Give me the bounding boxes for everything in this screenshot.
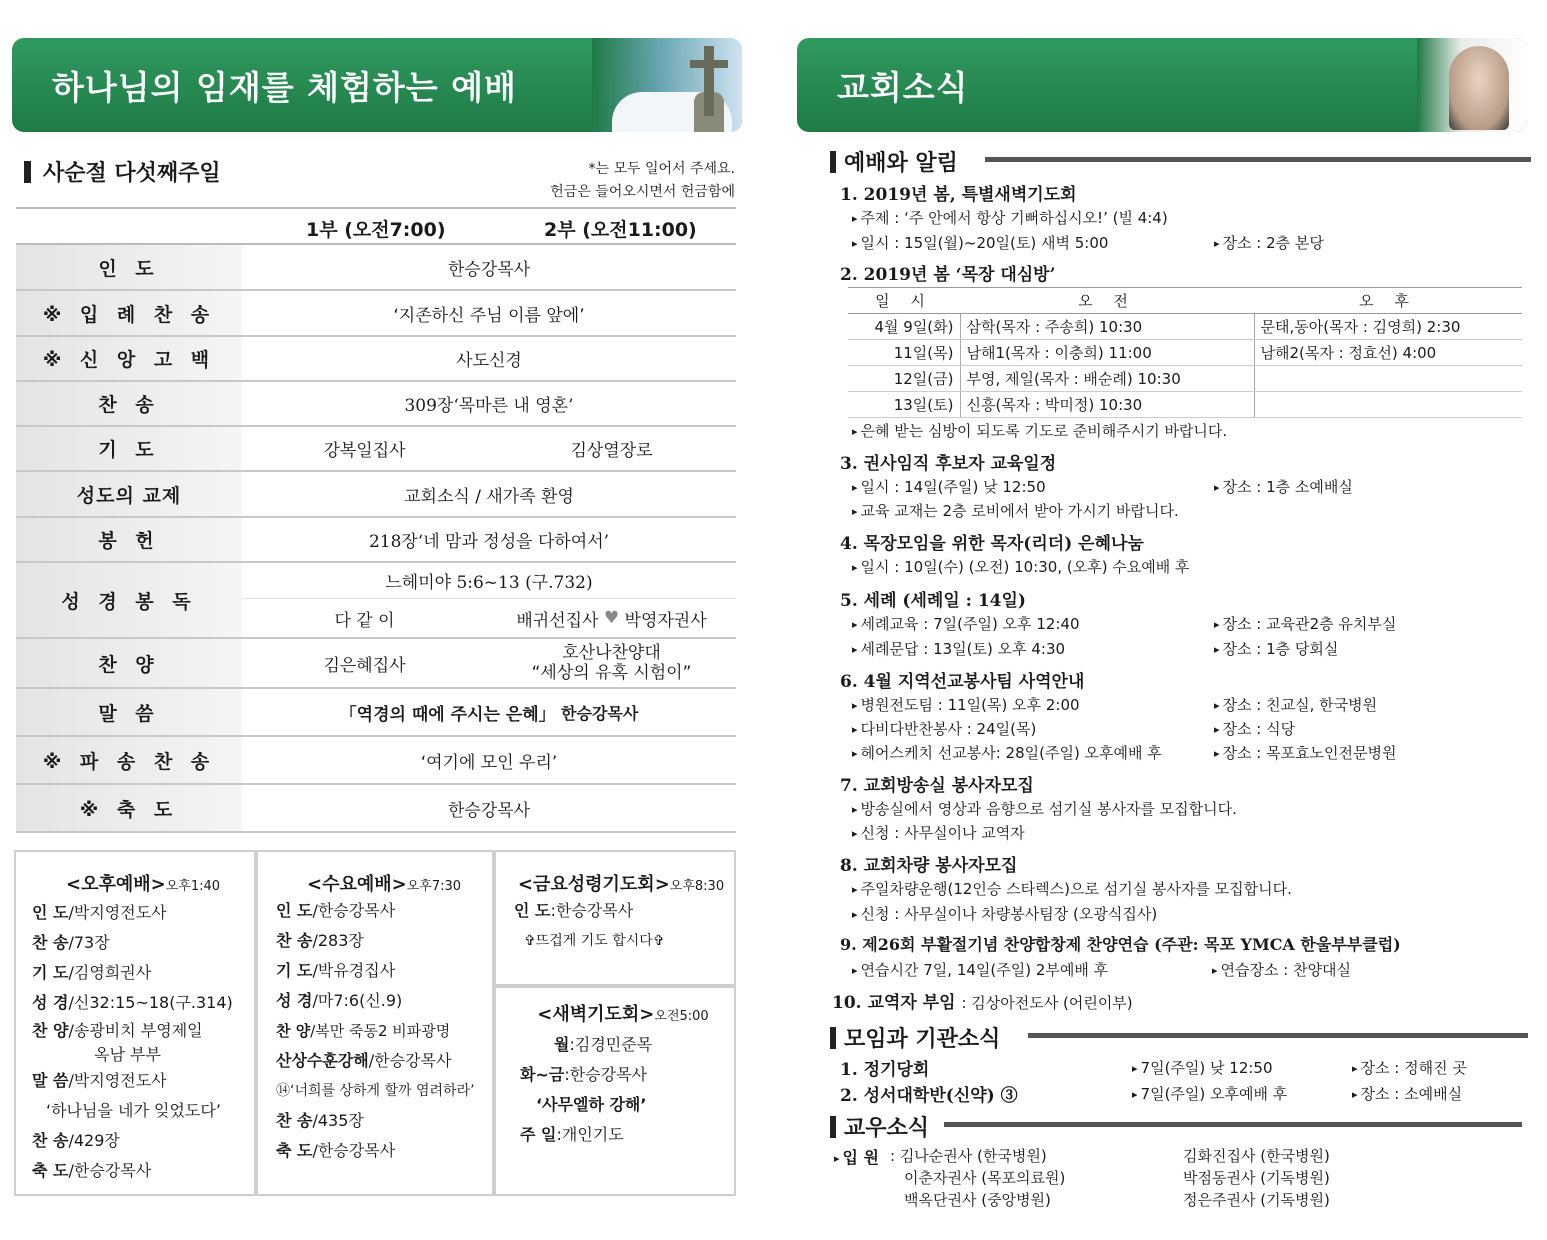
sermon-series: ‘사무엘하 강해’: [536, 1095, 647, 1114]
notice-detail: ▸ 교육 교재는 2층 로비에서 받아 가시기 바랍니다.: [852, 500, 1179, 521]
notice-detail: ▸ 연습장소 : 찬양대실: [1212, 959, 1351, 980]
friday-prayer-box: [494, 850, 736, 986]
row-label: 봉 헌: [16, 518, 242, 561]
section-rule: [944, 1122, 1522, 1127]
row-value: ‘여기에 모인 우리’: [420, 752, 558, 773]
order-row: [16, 518, 736, 563]
table-cell: 남해1(목자 : 이충희) 11:00: [960, 340, 1254, 366]
sermon-title: ⑭‘너희를 상하게 할까 염려하라’: [276, 1083, 475, 1099]
list-item: 축 도/한승강목사: [32, 1161, 152, 1180]
table-row: [848, 288, 1522, 314]
order-row: [16, 382, 736, 427]
afternoon-title: <오후예배>오후1:40: [65, 874, 221, 895]
member-entry: 백옥단권사 (중앙병원): [904, 1191, 1051, 1209]
notice-detail: ▸ 신청 : 사무실이나 차량봉사팀장 (오광식집사): [852, 903, 1157, 924]
row-value: 309장‘목마른 내 영혼’: [404, 396, 574, 416]
cross-arm: [690, 60, 728, 68]
right-banner: [797, 38, 1527, 132]
notice-heading: 6. 4월 지역선교봉사팀 사역안내: [840, 672, 1085, 692]
table-cell: 4월 9일(화): [848, 314, 960, 340]
wednesday-service-box: [256, 850, 494, 1196]
member-entry: : 김나순권사 (한국병원): [890, 1147, 1047, 1165]
notice-detail: ▸ 일시 : 15일(월)~20일(토) 새벽 5:00: [852, 232, 1108, 253]
row-value-second: 호산나찬양대 “세상의 유혹 시험이”: [531, 643, 692, 683]
list-item: 찬 양/송광비치 부영제일: [32, 1021, 203, 1040]
list-item: 월:김경민준목: [554, 1035, 653, 1054]
table-cell: 12일(금): [848, 366, 960, 392]
notice-detail: ▸ 병원전도팀 : 11일(목) 오후 2:00: [852, 694, 1080, 715]
visitation-table: [848, 287, 1522, 418]
list-item: 화~금:한승강목사: [520, 1065, 647, 1084]
section-worship-notices: 예배와 알림: [830, 146, 958, 177]
row-label: 기 도: [16, 427, 242, 470]
table-cell: 문태,동아(목자 : 김영희) 2:30: [1254, 314, 1522, 340]
list-item: 찬 송/435장: [276, 1111, 364, 1130]
row-label: ※ 축 도: [16, 785, 242, 831]
news-title: 교회소식: [837, 68, 969, 107]
list-item: 옥남 부부: [94, 1045, 161, 1064]
stand-note: *는 모두 일어서 주세요.: [588, 161, 735, 177]
row-value: 한승강목사: [447, 800, 531, 821]
section-member-news: 교우소식: [830, 1111, 929, 1142]
row-value: 사도신경: [456, 351, 522, 371]
meeting-heading: 1. 정기당회: [840, 1060, 930, 1080]
list-item: 찬 송/429장: [32, 1131, 120, 1150]
notice-detail: ▸ 연습시간 7일, 14일(주일) 2부예배 후: [852, 959, 1108, 980]
list-item: 성 경/신32:15~18(구.314): [32, 993, 233, 1012]
meeting-heading: 2. 성서대학반(신약) ③: [840, 1086, 1018, 1106]
order-row: [16, 737, 736, 785]
meeting-detail: ▸ 장소 : 정해진 곳: [1352, 1057, 1467, 1078]
row-label: ※ 신 앙 고 백: [16, 337, 242, 380]
row-value: 「역경의 때에 주시는 은혜」 한승강목사: [339, 703, 639, 725]
service-header: [16, 207, 736, 245]
notice-heading: 3. 권사임직 후보자 교육일정: [840, 454, 1057, 474]
praying-hands-icon: [1449, 46, 1509, 130]
dawn-prayer-box: [494, 986, 736, 1196]
scripture-reference: 느헤미야 5:6~13 (구.732): [242, 563, 736, 599]
list-item: 인 도/한승강목사: [276, 901, 396, 920]
list-item: 성 경/마7:6(신.9): [276, 991, 403, 1010]
afternoon-service-box: [14, 850, 256, 1196]
list-item: 산상수훈강해/한승강목사: [276, 1051, 452, 1070]
order-row: [16, 245, 736, 291]
sunday-title: 사순절 다섯째주일: [24, 156, 221, 187]
row-value-second: 배귀선집사 ♥ 박영자권사: [516, 608, 707, 631]
notice-detail: ▸ 세례문답 : 13일(토) 오후 4:30: [852, 638, 1065, 659]
table-row: [848, 340, 1522, 366]
notice-heading: 8. 교회차량 봉사자모집: [840, 856, 1018, 876]
table-row: [848, 314, 1522, 340]
notice-detail: ▸ 주일차량운행(12인승 스타렉스)으로 섬기실 봉사자를 모집합니다.: [852, 878, 1292, 899]
order-row: [16, 639, 736, 689]
table-cell: 13일(토): [848, 392, 960, 418]
list-item: 기 도/김영희권사: [32, 963, 152, 982]
worship-title: 하나님의 임재를 체험하는 예배: [52, 68, 517, 107]
notice-detail: ▸ 방송실에서 영상과 음향으로 섬기실 봉사자를 모집합니다.: [852, 798, 1237, 819]
row-label: ※ 파 송 찬 송: [16, 737, 242, 783]
section-rule: [985, 157, 1531, 162]
cross-icon: [704, 46, 714, 116]
row-label: 찬 양: [16, 639, 242, 687]
order-row: [16, 472, 736, 518]
hospitalized-label: ▸ 입 원: [834, 1145, 879, 1168]
table-cell: [1254, 392, 1522, 418]
row-label: 찬 송: [16, 382, 242, 425]
list-item: 찬 송/283장: [276, 931, 364, 950]
member-entry: 이춘자권사 (목포의료원): [904, 1169, 1066, 1187]
table-row: [848, 392, 1522, 418]
dawn-title: <새벽기도회>오전5:00: [537, 1004, 709, 1025]
table-header: 오 후: [1254, 288, 1522, 314]
notice-detail: ▸ 일시 : 10일(수) (오전) 10:30, (오후) 수요예배 후: [852, 556, 1190, 577]
meeting-detail: ▸ 7일(주일) 낮 12:50: [1132, 1057, 1273, 1078]
sky-image: [592, 38, 742, 132]
notice-detail: ▸ 장소 : 1층 당회실: [1214, 638, 1338, 659]
section-rule: [1028, 1033, 1528, 1038]
list-item: 주 일:개인기도: [520, 1125, 624, 1144]
list-item: 찬 송/73장: [32, 933, 110, 952]
notice-heading: 2. 2019년 봄 ‘목장 대심방’: [840, 265, 1056, 285]
list-item: 기 도/박유경집사: [276, 961, 396, 980]
list-item: 찬 양/복만 죽동2 비파광명: [276, 1022, 451, 1040]
table-cell: [1254, 366, 1522, 392]
notice-detail: ▸ 장소 : 1층 소예배실: [1214, 476, 1353, 497]
row-value-first: 다 같 이: [334, 610, 395, 631]
order-row: [16, 291, 736, 337]
notice-detail: ▸ 일시 : 14일(주일) 낮 12:50: [852, 476, 1046, 497]
order-row: [16, 337, 736, 382]
notice-heading: 9. 제26회 부활절기념 찬양합창제 찬양연습 (주관: 목포 YMCA 한울부부클럽): [840, 935, 1401, 954]
row-value-first: 김은혜집사: [323, 655, 406, 676]
second-service-label: 2부 (오전11:00): [544, 219, 697, 241]
notice-detail: ▸ 다비다반찬봉사 : 24일(목): [852, 718, 1036, 739]
section-meetings: 모임과 기관소식: [830, 1022, 1000, 1053]
member-entry: 박점동권사 (기독병원): [1183, 1169, 1330, 1187]
notice-heading: 10. 교역자 부임 : 김상아전도사 (어린이부): [832, 993, 1133, 1013]
row-label: 인 도: [16, 245, 242, 289]
meeting-detail: ▸ 장소 : 소예배실: [1352, 1083, 1462, 1104]
notice-detail: ▸ 주제 : ‘주 안에서 항상 기뻐하십시오!’ (빌 4:4): [852, 207, 1168, 228]
heart-icon: ♥: [603, 608, 620, 628]
list-item: 인 도/박지영전도사: [32, 903, 167, 922]
order-row: [16, 427, 736, 472]
wednesday-title: <수요예배>오후7:30: [306, 874, 462, 895]
notice-detail: ▸ 장소 : 2층 본당: [1214, 232, 1324, 253]
meeting-detail: ▸ 7일(주일) 오후예배 후: [1132, 1083, 1287, 1104]
row-label: ※ 입 례 찬 송: [16, 291, 242, 335]
list-item: ✞뜨겁게 기도 합시다✞: [524, 933, 665, 949]
member-entry: 정은주권사 (기독병원): [1183, 1191, 1330, 1209]
list-item: 인 도:한승강목사: [514, 901, 634, 920]
table-cell: 삼학(목자 : 주송희) 10:30: [960, 314, 1254, 340]
row-value: ‘지존하신 주님 이름 앞에’: [393, 305, 585, 326]
friday-title: <금요성령기도회>오후8:30: [517, 874, 725, 895]
notice-detail: ▸ 장소 : 목포효노인전문병원: [1214, 742, 1397, 763]
notice-heading: 4. 목장모임을 위한 목자(리더) 은혜나눔: [840, 534, 1144, 554]
notice-detail: ▸ 장소 : 교육관2층 유치부실: [1214, 613, 1396, 634]
notice-detail: ▸ 장소 : 식당: [1214, 718, 1295, 739]
notice-detail: ▸ 세례교육 : 7일(주일) 오후 12:40: [852, 613, 1080, 634]
notice-detail: ▸ 신청 : 사무실이나 교역자: [852, 822, 1025, 843]
row-value: 교회소식 / 새가족 환영: [404, 486, 574, 507]
table-cell: 남해2(목자 : 정효선) 4:00: [1254, 340, 1522, 366]
row-value-first: 강복일집사: [323, 441, 406, 461]
table-header: 오 전: [960, 288, 1254, 314]
order-row: [16, 689, 736, 737]
row-value-second: 김상열장로: [570, 441, 653, 461]
row-label: 성도의 교제: [16, 472, 242, 516]
list-item: 축 도/한승강목사: [276, 1141, 396, 1160]
row-label: 말 씀: [16, 689, 242, 735]
row-value: 218장‘네 맘과 정성을 다하여서’: [368, 532, 610, 552]
notice-detail: ▸ 장소 : 친교실, 한국병원: [1214, 694, 1377, 715]
order-row: [16, 563, 736, 639]
order-of-worship: [16, 207, 736, 833]
member-entry: 김화진집사 (한국병원): [1183, 1147, 1330, 1165]
offering-note: 헌금은 들어오시면서 헌금함에: [550, 184, 735, 200]
notice-heading: 5. 세례 (세례일 : 14일): [840, 591, 1026, 611]
first-service-label: 1부 (오전7:00): [306, 219, 446, 241]
notice-heading: 1. 2019년 봄, 특별새벽기도회: [840, 185, 1077, 205]
left-banner: [12, 38, 742, 132]
praying-hands-image: [1417, 38, 1527, 132]
sermon-title: ‘하나님을 네가 잊었도다’: [46, 1101, 221, 1120]
table-row: [848, 366, 1522, 392]
table-header: 일 시: [848, 288, 960, 314]
table-cell: 신흥(목자 : 박미정) 10:30: [960, 392, 1254, 418]
notice-heading: 7. 교회방송실 봉사자모집: [840, 776, 1034, 796]
table-cell: 부영, 제일(목자 : 배순례) 10:30: [960, 366, 1254, 392]
list-item: 말 씀/박지영전도사: [32, 1071, 167, 1090]
row-value: 한승강목사: [447, 259, 531, 280]
order-row: [16, 785, 736, 833]
notice-detail: ▸ 은혜 받는 심방이 되도록 기도로 준비해주시기 바랍니다.: [852, 420, 1227, 441]
row-label: 성 경 봉 독: [16, 563, 242, 637]
notice-detail: ▸ 헤어스케치 선교봉사: 28일(주일) 오후예배 후: [852, 742, 1162, 763]
table-cell: 11일(목): [848, 340, 960, 366]
